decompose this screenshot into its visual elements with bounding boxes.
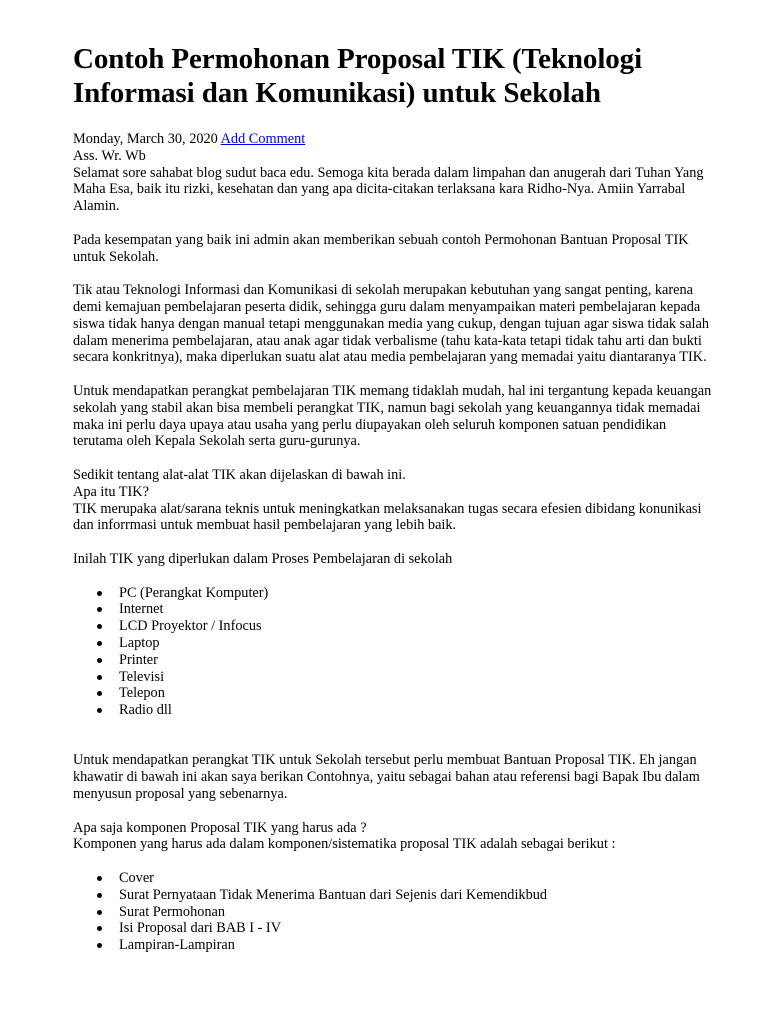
bullet-icon — [97, 893, 102, 898]
list-item: Laptop — [119, 635, 718, 652]
paragraph-intro: Selamat sore sahabat blog sudut baca edu. Semoga kita berada dalam limpahan dan anugerah dari Tuhan Yang Maha Esa, baik itu rizki, kesehatan dan yang apa dicita-citakan terlaksana kara Ridho-Nya. Amiin Yarrabal Alamin. — [73, 164, 704, 215]
bullet-icon — [97, 591, 102, 596]
bullet-icon — [97, 708, 102, 713]
post-meta — [73, 131, 718, 148]
proposal-component-list — [73, 870, 718, 954]
list-item: LCD Proyektor / Infocus — [119, 618, 718, 635]
greeting: Ass. Wr. Wb — [73, 147, 146, 164]
list-item: Telepon — [119, 685, 718, 702]
spacer — [73, 719, 718, 736]
paragraph-proposal-need: Untuk mendapatkan perangkat TIK untuk Sekolah tersebut perlu membuat Bantuan Proposal TIK. Eh jangan khawatir di bawah ini akan saya berikan Contohnya, yaitu sebagai bahan atau referensi bagi Bapak Ibu dalam menyusun proposal yang sebenarnya. — [73, 752, 700, 803]
bullet-icon — [97, 641, 102, 646]
list-item: Cover — [119, 870, 718, 887]
spacer — [73, 265, 718, 282]
add-comment-link[interactable]: Add Comment — [220, 131, 306, 147]
paragraph-purpose: Pada kesempatan yang baik ini admin akan memberikan sebuah contoh Permohonan Bantuan Proposal TIK untuk Sekolah. — [73, 231, 689, 265]
bullet-icon — [97, 658, 102, 663]
bullet-icon — [97, 675, 102, 680]
paragraph-tik-importance: Tik atau Teknologi Informasi dan Komunikasi di sekolah merupakan kebutuhan yang sangat penting, karena demi kemajuan pembelajaran peserta didik, sehingga guru dalam menyampaikan materi pembelajaran kepada siswa tidak hanya dengan manual tetapi menggunakan media yang cukup, dengan tujuan agar siswa tidak salah dalam menerima pembelajaran, atau anak agar tidak verbalisme (tahu kata-kata tetapi tidak tahu arti dan bukti secara konkritnya), maka diperlukan suatu alat atau media pembelajaran yang memadai yaitu diantaranya TIK. — [73, 282, 710, 366]
post-body — [73, 131, 718, 954]
spacer — [73, 215, 718, 232]
list-item: Surat Pernyataan Tidak Menerima Bantuan dari Sejenis dari Kemendikbud — [119, 887, 718, 904]
list-item: Lampiran-Lampiran — [119, 937, 718, 954]
bullet-icon — [97, 691, 102, 696]
list-item: Televisi — [119, 669, 718, 686]
bullet-icon — [97, 876, 102, 881]
paragraph-proposal-components: Komponen yang harus ada dalam komponen/sistematika proposal TIK adalah sebagai berikut : — [73, 836, 616, 853]
bullet-icon — [97, 624, 102, 629]
post-date: Monday, March 30, 2020 — [73, 131, 218, 147]
list-item: Internet — [119, 601, 718, 618]
paragraph-tik-needed: Inilah TIK yang diperlukan dalam Proses Pembelajaran di sekolah — [73, 550, 453, 567]
spacer — [73, 450, 718, 467]
bullet-icon — [97, 926, 102, 931]
list-item: PC (Perangkat Komputer) — [119, 585, 718, 602]
spacer — [73, 366, 718, 383]
spacer — [73, 803, 718, 820]
list-item: Radio dll — [119, 702, 718, 719]
spacer — [73, 568, 718, 585]
bullet-icon — [97, 607, 102, 612]
bullet-icon — [97, 910, 102, 915]
paragraph-tik-funding: Untuk mendapatkan perangkat pembelajaran TIK memang tidaklah mudah, hal ini tergantung kepada keuangan sekolah yang stabil akan bisa membeli perangkat TIK, namun bagi sekolah yang keuangannya tidak memadai maka ini perlu daya upaya atau usaha yang perlu diupayakan oleh seluruh komponen satuan pendidikan terutama oleh Kepala Sekolah serta guru-gurunya. — [73, 382, 712, 450]
list-item: Surat Permohonan — [119, 904, 718, 921]
spacer — [73, 736, 718, 753]
list-item: Printer — [119, 652, 718, 669]
question-proposal-components: Apa saja komponen Proposal TIK yang harus ada ? — [73, 819, 367, 836]
paragraph-tik-definition: TIK merupaka alat/sarana teknis untuk meningkatkan melaksanakan tugas secara efesien dibidang konunikasi dan inforrmasi untuk membuat hasil pembelajaran yang lebih baik. — [73, 500, 702, 534]
spacer — [73, 853, 718, 870]
paragraph-tik-tools-intro: Sedikit tentang alat-alat TIK akan dijelaskan di bawah ini. — [73, 466, 406, 483]
bullet-icon — [97, 943, 102, 948]
question-what-is-tik: Apa itu TIK? — [73, 483, 149, 500]
spacer — [73, 534, 718, 551]
post-title: Contoh Permohonan Proposal TIK (Teknologi Informasi dan Komunikasi) untuk Sekolah — [73, 43, 643, 109]
tik-equipment-list — [73, 585, 718, 719]
list-item: Isi Proposal dari BAB I - IV — [119, 920, 718, 937]
